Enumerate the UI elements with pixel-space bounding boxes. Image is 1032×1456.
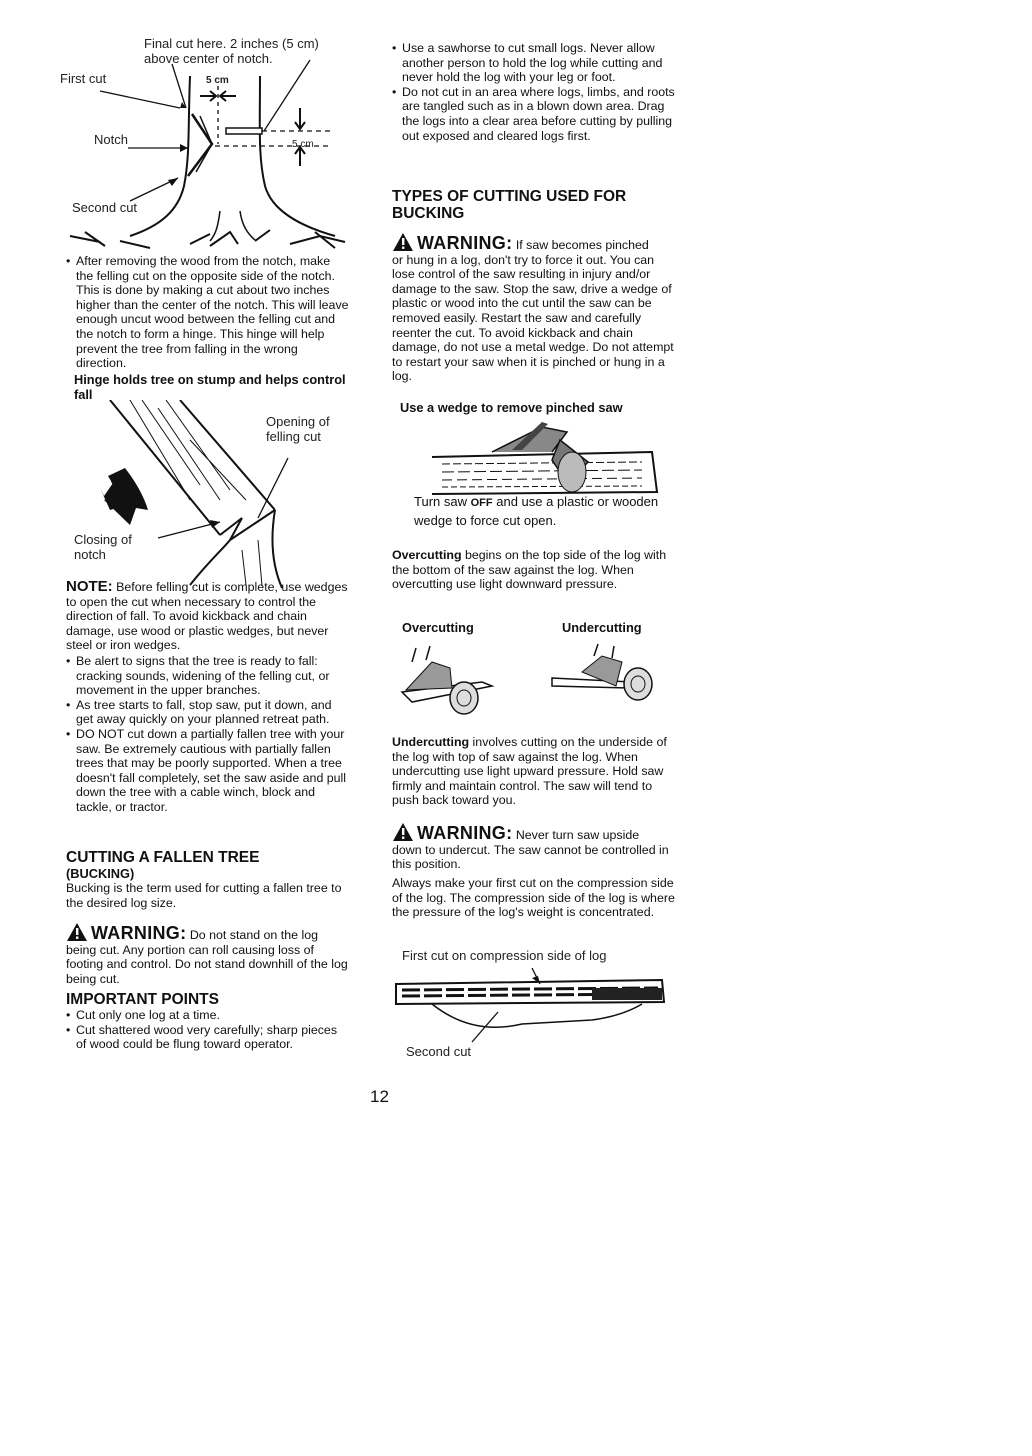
cutting-fallen-heading: CUTTING A FALLEN TREE (66, 849, 260, 866)
list-item: • DO NOT cut down a partially fallen tree with your saw. Be extremely cautious with partially fallen trees that may be poorly supported. When a tree doesn't fall completely, set the saw aside and pull down the tree with a cable winch, block and tackle, or tractor. (66, 727, 350, 815)
important-section (66, 991, 350, 1052)
warning-log-block (66, 922, 350, 986)
dim-side-label: 5 cm (292, 139, 314, 150)
warning-triangle-icon (66, 922, 88, 942)
cutting-fallen-text: Bucking is the term used for cutting a fallen tree to the desired log size. (66, 881, 342, 910)
turn-off-text (414, 493, 664, 529)
overcutting-paragraph (392, 548, 676, 592)
right-bullets (392, 41, 676, 143)
after-removing-paragraph (66, 254, 350, 371)
warning-text: or hung in a log, don't try to force it out. You can lose control of the saw resulting in injury and/or damage to the saw. Stop the saw, drive a wedge of plastic or wood into the cut until the saw can be removed easily. Restart the saw and carefully reenter the cut. To avoid kickback and chain damage, do not use a metal wedge. Do not attempt to restart your saw when it is pinched or hung in a log. (392, 252, 674, 384)
wedge-caption: Use a wedge to remove pinched saw (400, 400, 623, 415)
types-heading: TYPES OF CUTTING USED FOR BUCKING (392, 188, 627, 222)
final-cut-label: Final cut here. 2 inches (5 cm) above center of notch. (144, 36, 319, 66)
list-item: • Be alert to signs that the tree is ready to fall: cracking sounds, widening of the felling cut, or movement in the upper branches. (66, 654, 350, 698)
first-cut-label: First cut (60, 71, 107, 86)
notch-label: Notch (94, 132, 128, 147)
warning-lead: Do not stand on the log (189, 928, 318, 942)
page-number: 12 (370, 1087, 389, 1106)
warning-label: WARNING: (417, 233, 513, 253)
wedge-figure (392, 398, 676, 528)
dim-top-label: 5 cm (206, 75, 229, 86)
second-cut-log-label: Second cut (406, 1044, 472, 1059)
warning-label: WARNING: (417, 823, 513, 843)
cutting-fallen-section (66, 849, 350, 910)
after-removing-bullet: • After removing the wood from the notch, make the felling cut on the opposite side of the notch. This is done by making a cut about two inches higher than the center of the notch. This will leave enough uncut wood between the felling cut and the notch to form a hinge. This hinge will help prevent the tree from falling in the wrong direction. (66, 254, 350, 371)
overcutting-term: Overcutting (392, 548, 462, 562)
warning-upside-block (392, 822, 676, 872)
warning-text: down to undercut. The saw cannot be controlled in this position. (392, 842, 669, 872)
list-item: • Cut only one log at a time. (66, 1008, 350, 1023)
note-label: NOTE: (66, 578, 113, 595)
wedge-drawing (392, 412, 676, 502)
log-drawing (392, 964, 676, 1044)
cut-figures (392, 618, 676, 718)
warning-label: WARNING: (91, 923, 187, 943)
undercutting-text: involves cutting on the underside of the log with top of saw against the log. When undercutting use light upward pressure. Hold saw firmly and maintain control. The saw will tend to push back toward you. (392, 735, 667, 808)
closing-label: Closing of notch (74, 532, 132, 562)
warning-text: being cut. Any portion can roll causing loss of footing and control. Do not stand downhill of the log being cut. (66, 942, 348, 986)
overcutting-drawing (392, 642, 522, 722)
note-paragraph (66, 580, 350, 653)
warning-triangle-icon (392, 232, 414, 252)
hinge-caption: Hinge holds tree on stump and helps control fall (74, 372, 346, 402)
hinge-figure (70, 400, 360, 590)
list-item: • Cut shattered wood very carefully; sharp pieces of wood could be flung toward operator. (66, 1023, 350, 1052)
undercutting-paragraph (392, 735, 676, 808)
cutting-fallen-subheading: (BUCKING) (66, 866, 135, 881)
warning-triangle-icon (392, 822, 414, 842)
important-heading: IMPORTANT POINTS (66, 991, 219, 1008)
compression-paragraph: Always make your first cut on the compression side of the log. The compression side of the log is where the pressure of the log's weight is concentrated. (392, 876, 675, 920)
warning-lead: If saw becomes pinched (515, 238, 649, 252)
undercutting-term: Undercutting (392, 735, 470, 749)
turn-post: and use a plastic or wooden wedge to force cut open. (414, 494, 659, 528)
note-text: Before felling cut is complete, use wedges to open the cut when necessary to control the direction of fall. To avoid kickback and chain damage, use wood or plastic wedges, but never steel or iron wedges. (66, 580, 348, 653)
list-item: • Use a sawhorse to cut small logs. Never allow another person to hold the log while cutting and never hold the log with your leg or foot. (392, 41, 676, 85)
list-item: • As tree starts to fall, stop saw, put it down, and get away quickly on your planned retreat path. (66, 698, 350, 727)
second-cut-label: Second cut (72, 200, 138, 215)
first-cut-compression-label: First cut on compression side of log (402, 948, 607, 963)
list-item: • Do not cut in an area where logs, limbs, and roots are tangled such as in a blown down area. Drag the logs into a clear area before cutting by pulling out exposed and cleared logs first. (392, 85, 676, 143)
warning-lead: Never turn saw upside (515, 828, 640, 842)
turn-pre: Turn saw (414, 494, 467, 509)
overcutting-label: Overcutting (402, 620, 474, 635)
left-bullets (66, 654, 350, 815)
opening-label: Opening of felling cut (266, 414, 330, 444)
undercutting-drawing (542, 642, 672, 722)
log-figure (392, 946, 676, 1062)
turn-off: OFF (470, 497, 493, 509)
undercutting-label: Undercutting (562, 620, 642, 635)
tree-notch-figure (60, 36, 350, 256)
warning-pinched-block (392, 232, 676, 384)
overcutting-text: begins on the top side of the log with the bottom of the saw against the log. When overcutting use light downward pressure. (392, 548, 667, 592)
